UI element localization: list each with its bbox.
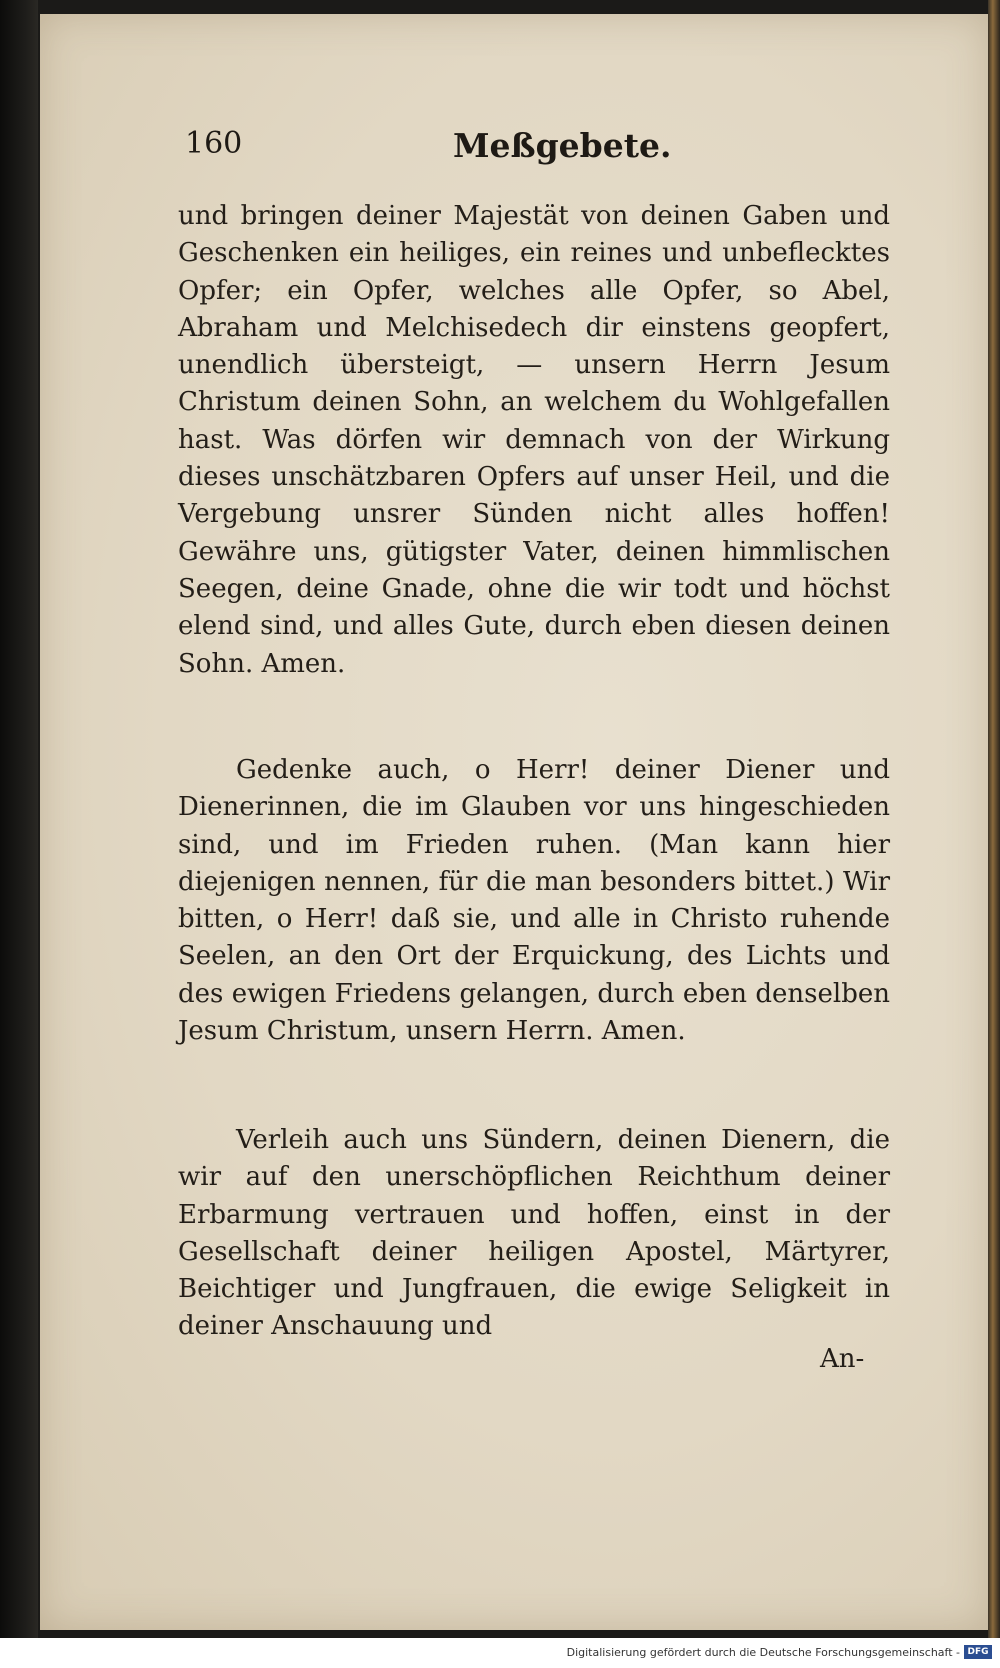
running-head [185,126,930,178]
dfg-logo-icon: DFG [964,1645,992,1659]
paragraph-3: Verleih auch uns Sündern, deinen Dienern, die wir auf den unerschöpflichen Reichthum deiner Erbarmung vertrauen und hoffen, einst in der Gesellschaft deiner heiligen Apostel, Märtyrer, Beichtiger und Jungfrauen, die ewige Seligkeit in deiner Anschauung und [178,1125,890,1342]
paragraph-2: Gedenke auch, o Herr! deiner Diener und Dienerinnen, die im Glauben vor uns hingeschieden sind, und im Frieden ruhen. (Man kann hier diejenigen nennen, für die man besonders bittet.) Wir bitten, o Herr! daß sie, und alle in Christo ruhende Seelen, an den Ort der Erquickung, des Lichts und des ewigen Friedens gelangen, durch eben denselben Jesum Christum, unsern Herrn. Amen. [178,755,890,1047]
digitization-credit: Digitalisierung gefördert durch die Deutsche Forschungsgemeinschaft - [566,1646,960,1659]
running-title: Meßgebete. [453,126,672,165]
book-spine-shadow [0,0,38,1638]
paragraph-1: und bringen deiner Majestät von deinen Gaben und Geschenken ein heiliges, ein reines und unbeflecktes Opfer; ein Opfer, welches alle Opfer, so Abel, Abraham und Melchisedech dir einstens geopfert, unendlich übersteigt, — unsern Herrn Jesum Christum deinen Sohn, an welchem du Wohlgefallen hast. Was dörfen wir demnach von der Wirkung dieses unschätzbaren Opfers auf unser Heil, und die Vergebung unsrer Sünden nicht alles hoffen! Gewähre uns, gütigster Vater, deinen himmlischen Seegen, deine Gnade, ohne die wir todt und höchst elend sind, und alles Gute, durch eben diesen deinen Sohn. Amen. [178,201,890,679]
page-edge [988,0,1000,1638]
page-number: 160 [185,126,243,161]
footer-bar [0,1638,1000,1668]
catchword: An- [820,1344,865,1374]
